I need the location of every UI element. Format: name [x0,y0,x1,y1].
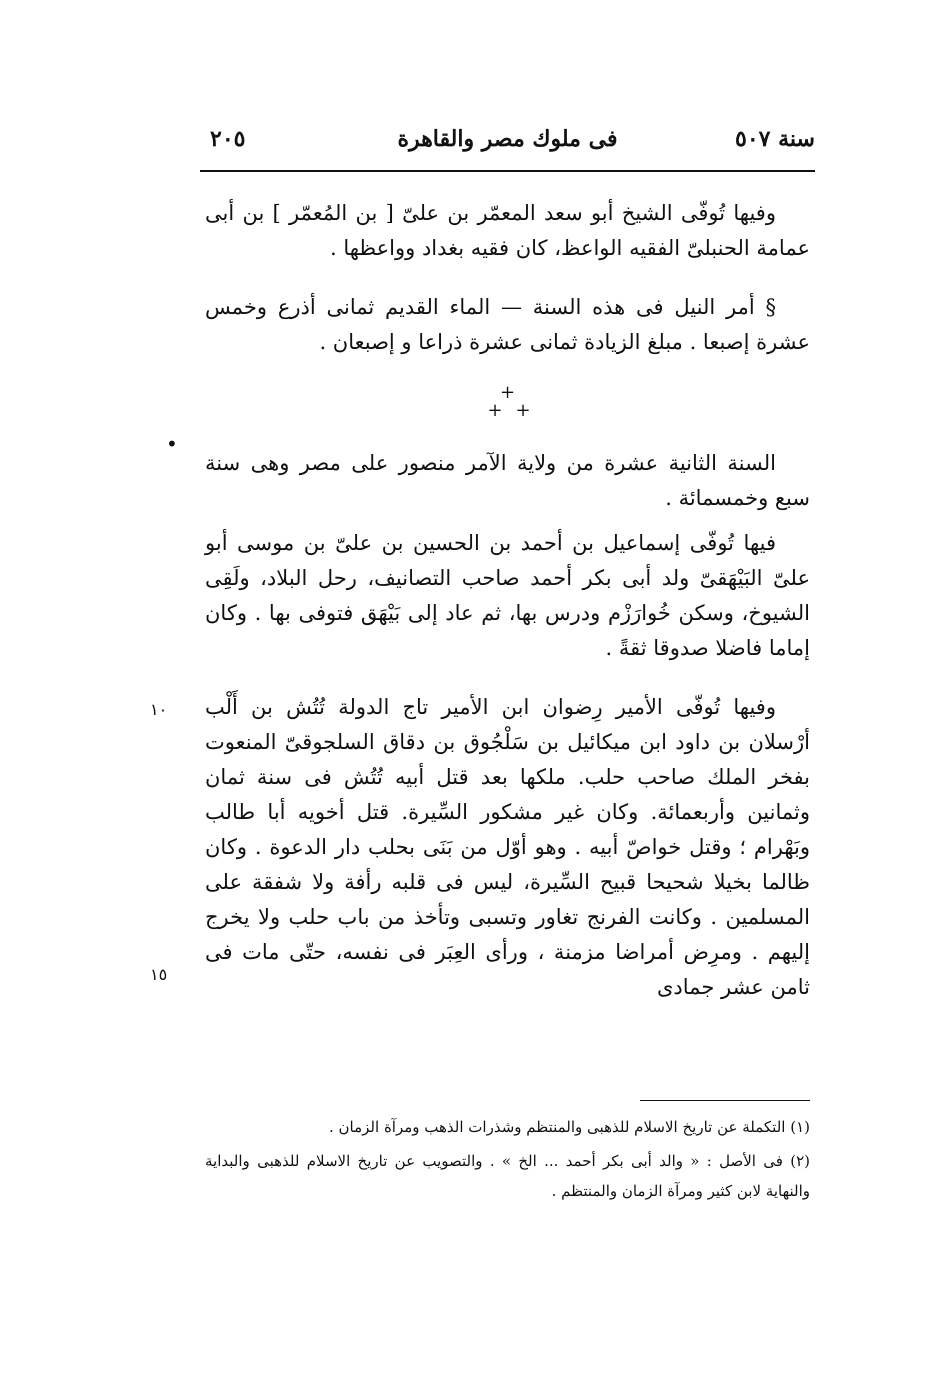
footnote-rule [640,1100,810,1101]
separator-mark: + [499,382,516,403]
footnote-1: (١) التكملة عن تاريخ الاسلام للذهبى والمنتظم وشذرات الذهب ومرآة الزمان . [329,1118,810,1136]
footnote-2: (٢) فى الأصل : « والد أبى بكر أحمد ... الخ » . والتصويب عن تاريخ الاسلام للذهبى والبداية والنهاية لابن كثير ومرآة الزمان والمنتظم . [205,1152,810,1200]
header-year: سنة ٥٠٧ [735,126,815,152]
margin-line-number-15: ١٥ [150,965,168,984]
separator-mark: + [487,400,503,421]
paragraph-death-ismail: فيها تُوفّى إسماعيل بن أحمد بن الحسين بن علىّ بن موسى أبو علىّ البَيْهَقىّ ولد أبى بكر أحمد صاحب التصانيف، رحل البلاد، ولَقِى الشيوخ، وسكن خُوارَزْم ودرس بها، ثم عاد إلى بَيْهَق فتوفى بها . وكان إماما فاضلا صدوقا ثقةً . [205,531,810,660]
paragraph-year-heading: السنة الثانية عشرة من ولاية الآمر منصور على مصر وهى سنة سبع وخمسمائة . [205,451,810,510]
running-header [200,120,815,164]
paragraph-nile: § أمر النيل فى هذه السنة — الماء القديم ثمانى أذرع وخمس عشرة إصبعا . مبلغ الزيادة ثمانى عشرة ذراعا و إصبعان . [205,295,810,354]
section-separator [205,384,810,424]
paragraph-death-abu-saad: وفيها تُوفّى الشيخ أبو سعد المعمّر بن علىّ [ بن المُعمّر ] بن أبى عمامة الحنبلىّ الفقيه الواعظ، كان فقيه بغداد وواعظها . [205,201,810,260]
header-title: فى ملوك مصر والقاهرة [397,126,618,152]
footnotes [205,1112,810,1210]
page-number: ٢٠٥ [210,126,246,152]
separator-mark: + [515,400,531,421]
margin-dot: • [166,432,178,456]
margin-line-number-10: ١٠ [150,700,168,719]
header-rule [200,170,815,172]
paragraph-death-ridwan: وفيها تُوفّى الأمير رِضوان ابن الأمير تاج الدولة تُتُش بن أَلْب أرْسلان بن داود ابن ميكائيل بن سَلْجُوق بن دقاق السلجوقىّ المنعوت بفخر الملك صاحب حلب. ملكها بعد قتل أبيه تُتُش فى سنة ثمان وثمانين وأربعمائة. وكان غير مشكور السِّيرة. قتل أخويه أبا طالب وبَهْرام ؛ وقتل خواصّ أبيه . وهو أوّل من بَنَى بحلب دار الدعوة . وكان ظالما بخيلا شحيحا قبيح السِّيرة، ليس فى قلبه رأفة ولا شفقة على المسلمين . وكانت الفرنج تغاور وتسبى وتأخذ من باب حلب ولا يخرج إليهم . ومرِض أمراضا مزمنة ، ورأى العِبَر فى نفسه، حتّى مات فى ثامن عشر جمادى [205,695,810,999]
main-text [205,196,810,1029]
